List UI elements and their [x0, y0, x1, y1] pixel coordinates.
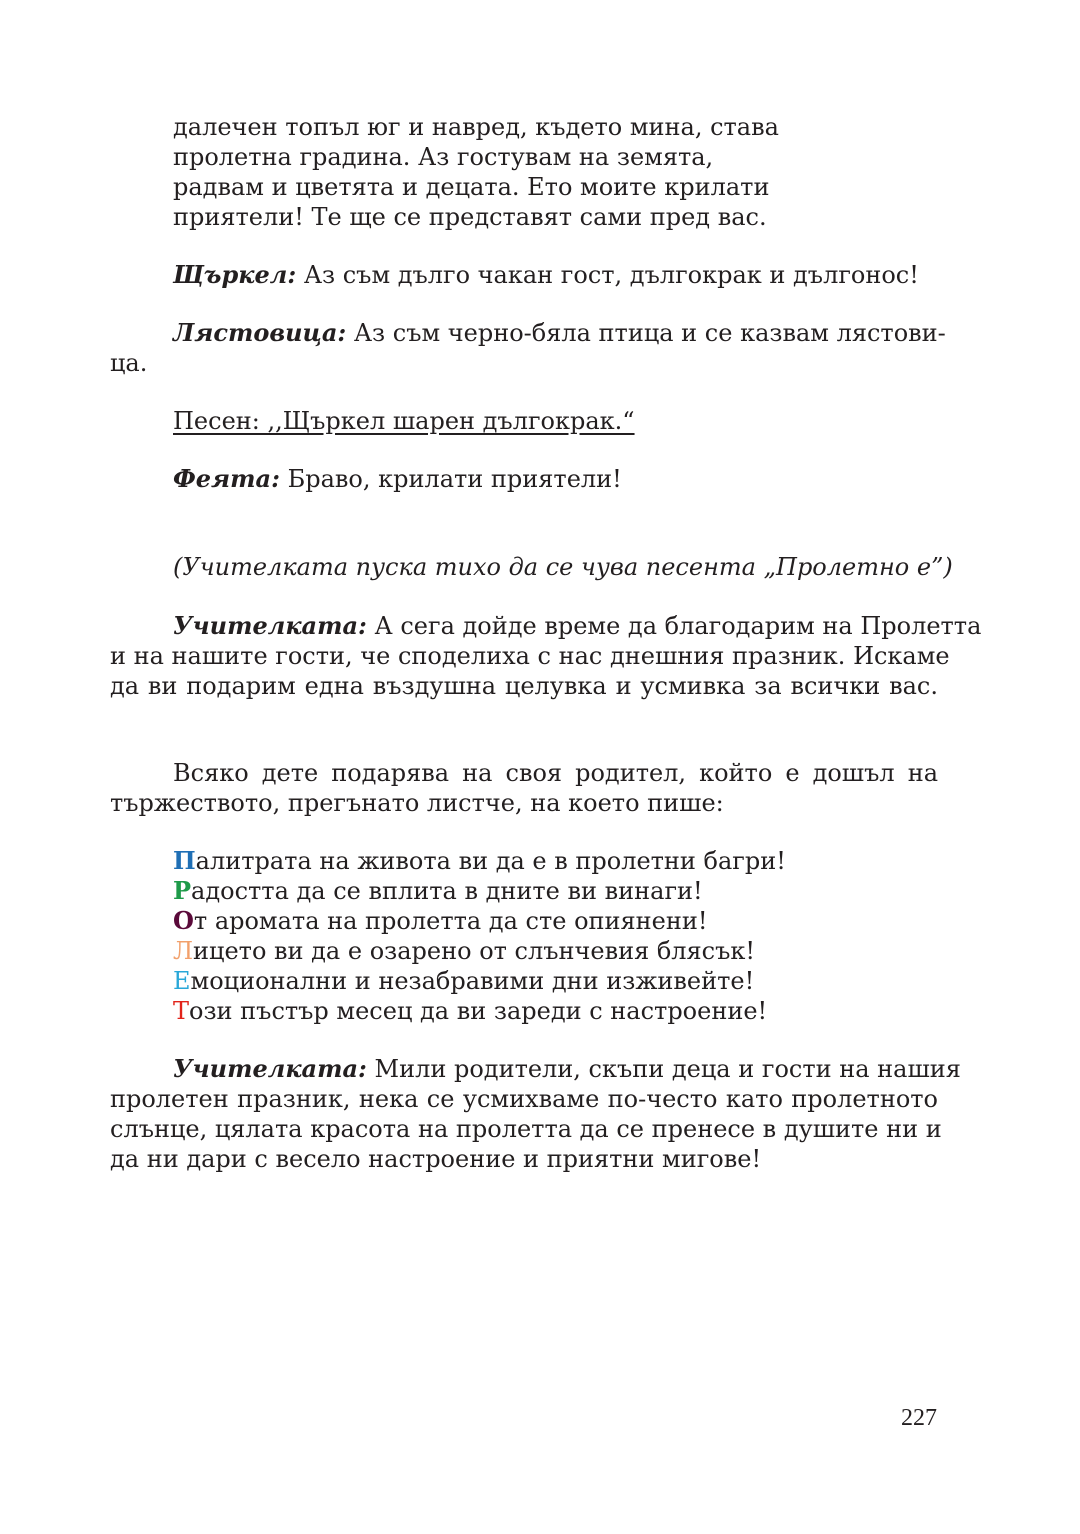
acrostic-rest: ози пъстър месец да ви зареди с настроение! [189, 997, 768, 1025]
teacher1-speaker: Учителката: [173, 611, 367, 640]
fairy-intro-line-2: пролетна градина. Аз гостувам на земята, [173, 143, 714, 171]
acrostic-rest: т аромата на пролетта да сте опиянени! [193, 907, 708, 935]
stork-speaker: Щъркел: [173, 260, 297, 289]
teacher2-line-4: да ни дари с весело настроение и приятни мигове! [110, 1145, 762, 1173]
song-title: Песен: ,,Щъркел шарен дългокрак.“ [173, 407, 635, 435]
stage-direction: (Учителката пуска тихо да се чува песента „Пролетно е”) [173, 553, 953, 581]
acrostic-line-2 [173, 876, 703, 906]
teacher2-line-2: пролетен празник, нека се усмихваме по-често като пролетното [110, 1085, 938, 1113]
acrostic-letter: Е [173, 967, 191, 995]
acrostic-letter: Л [173, 937, 194, 965]
fairy-line [173, 464, 622, 494]
swallow-speaker: Лястовица: [173, 318, 347, 347]
swallow-line-2: ца. [110, 349, 148, 377]
fairy-text: Браво, крилати приятели! [279, 465, 622, 493]
stork-line [173, 260, 919, 290]
stork-text: Аз съм дълго чакан гост, дългокрак и дългонос! [296, 261, 919, 289]
page-number: 227 [901, 1405, 937, 1431]
acrostic-letter: П [173, 846, 196, 875]
acrostic-letter: Т [173, 997, 190, 1025]
acrostic-letter: О [173, 906, 194, 935]
teacher1-text-1: А сега дойде време да благодарим на Пролетта [366, 612, 982, 640]
acrostic-line-3 [173, 906, 708, 936]
acrostic-line-5 [173, 966, 754, 996]
teacher2-speaker: Учителката: [173, 1054, 367, 1083]
teacher1-line-2: и на нашите гости, че споделиха с нас днешния празник. Искаме [110, 642, 950, 670]
acrostic-rest: моционални и незабравими дни изживейте! [190, 967, 755, 995]
acrostic-line-1 [173, 846, 786, 876]
gift-line-2: тържеството, прегънато листче, на което пише: [110, 789, 724, 817]
acrostic-letter: Р [173, 876, 192, 905]
fairy-intro-line-4: приятели! Те ще се представят сами пред вас. [173, 203, 767, 231]
fairy-speaker: Феята: [173, 464, 280, 493]
acrostic-rest: ицето ви да е озарено от слънчевия блясък! [193, 937, 756, 965]
teacher1-line-1 [173, 611, 982, 641]
teacher1-line-3: да ви подарим една въздушна целувка и усмивка за всички вас. [110, 672, 938, 700]
swallow-line-1 [173, 318, 946, 348]
swallow-text: Аз съм черно-бяла птица и се казвам лястови- [346, 319, 946, 347]
acrostic-line-6 [173, 996, 767, 1026]
teacher2-line-1 [173, 1054, 961, 1084]
acrostic-rest: алитрата на живота ви да е в пролетни багри! [195, 847, 786, 875]
gift-line-1: Всяко дете подарява на своя родител, който е дошъл на [173, 759, 938, 787]
teacher2-text-1: Мили родители, скъпи деца и гости на нашия [366, 1055, 961, 1083]
acrostic-rest: адостта да се вплита в дните ви винаги! [191, 877, 703, 905]
teacher2-line-3: слънце, цялата красота на пролетта да се пренесе в душите ни и [110, 1115, 942, 1143]
acrostic-line-4 [173, 936, 755, 966]
fairy-intro-line-3: радвам и цветята и децата. Ето моите крилати [173, 173, 770, 201]
fairy-intro-line-1: далечен топъл юг и навред, където мина, става [173, 113, 779, 141]
